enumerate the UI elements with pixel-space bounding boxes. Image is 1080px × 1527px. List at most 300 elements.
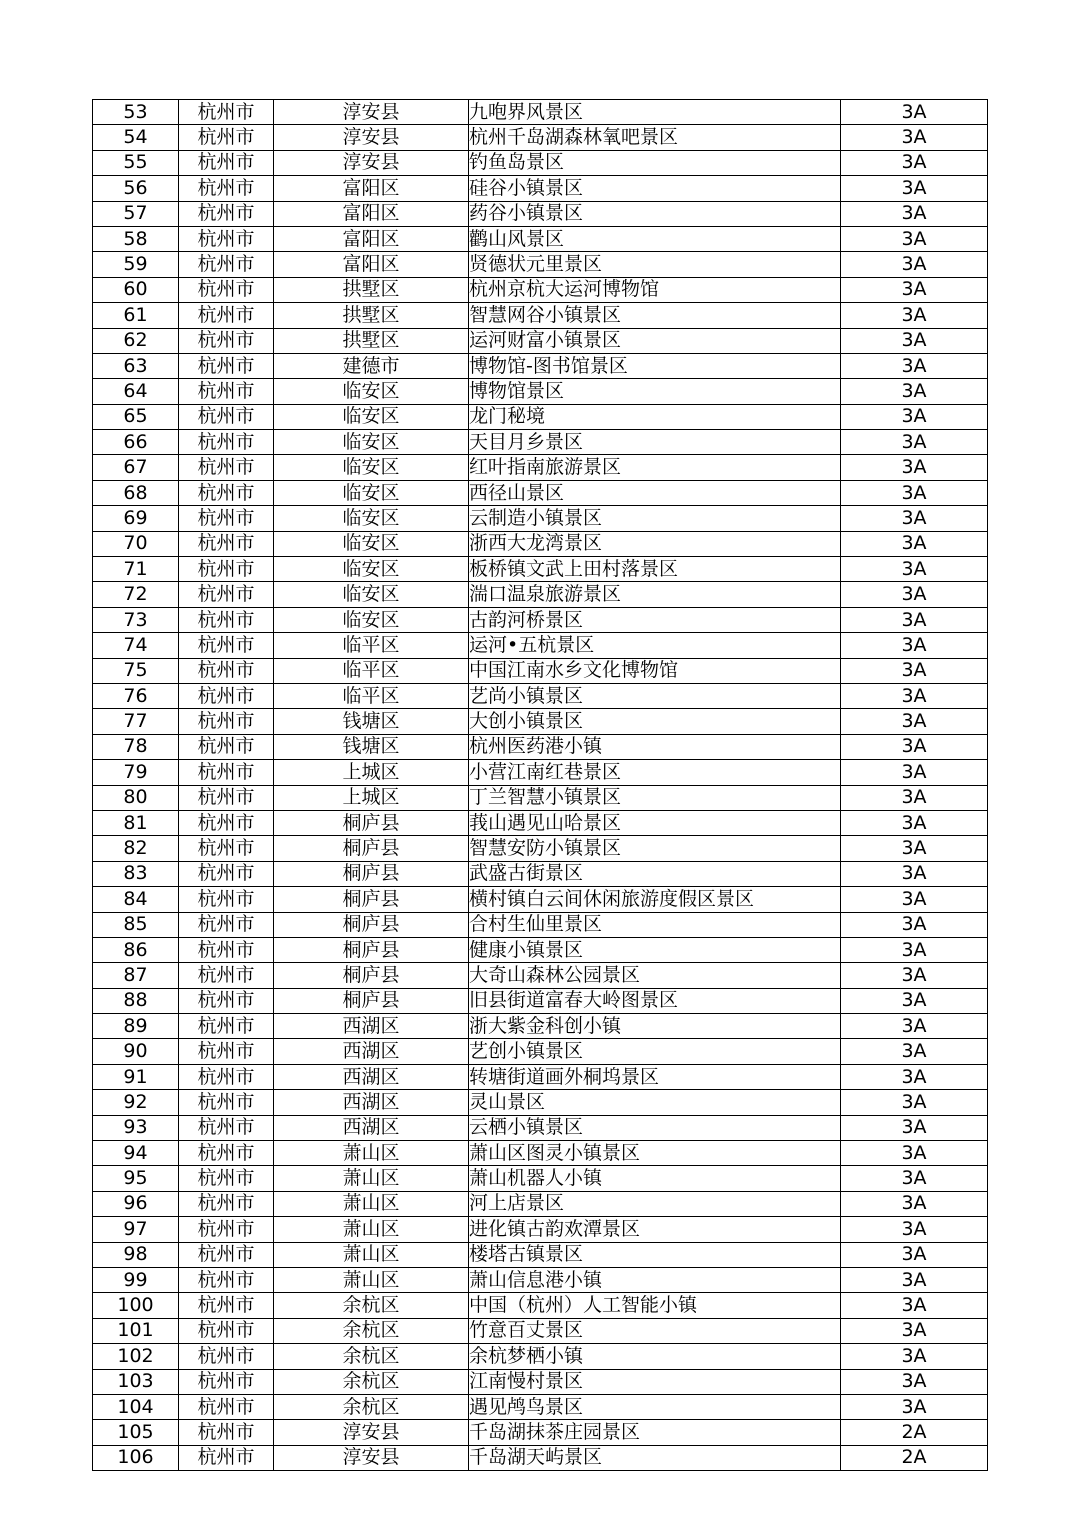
scenic-name-cell: 武盛古街景区 bbox=[469, 861, 841, 886]
rating-level-cell: 3A bbox=[841, 1217, 988, 1242]
row-number-cell: 106 bbox=[93, 1445, 179, 1470]
rating-level-cell: 3A bbox=[841, 912, 988, 937]
district-cell: 临安区 bbox=[274, 557, 469, 582]
row-number-cell: 69 bbox=[93, 506, 179, 531]
district-cell: 临安区 bbox=[274, 404, 469, 429]
row-number-cell: 54 bbox=[93, 125, 179, 150]
scenic-name-cell: 萧山信息港小镇 bbox=[469, 1267, 841, 1292]
rating-level-cell: 3A bbox=[841, 1039, 988, 1064]
rating-level-cell: 3A bbox=[841, 1369, 988, 1394]
scenic-name-cell: 智慧安防小镇景区 bbox=[469, 836, 841, 861]
row-number-cell: 103 bbox=[93, 1369, 179, 1394]
row-number-cell: 89 bbox=[93, 1014, 179, 1039]
district-cell: 上城区 bbox=[274, 785, 469, 810]
district-cell: 淳安县 bbox=[274, 100, 469, 125]
district-cell: 上城区 bbox=[274, 760, 469, 785]
scenic-name-cell: 中国江南水乡文化博物馆 bbox=[469, 658, 841, 683]
table-row bbox=[93, 480, 988, 505]
row-number-cell: 64 bbox=[93, 379, 179, 404]
rating-level-cell: 3A bbox=[841, 861, 988, 886]
city-cell: 杭州市 bbox=[179, 303, 274, 328]
rating-level-cell: 3A bbox=[841, 963, 988, 988]
rating-level-cell: 3A bbox=[841, 226, 988, 251]
rating-level-cell: 3A bbox=[841, 506, 988, 531]
row-number-cell: 58 bbox=[93, 226, 179, 251]
district-cell: 富阳区 bbox=[274, 176, 469, 201]
table-row bbox=[93, 633, 988, 658]
district-cell: 余杭区 bbox=[274, 1318, 469, 1343]
table-row bbox=[93, 1369, 988, 1394]
rating-level-cell: 3A bbox=[841, 1090, 988, 1115]
scenic-name-cell: 九咆界风景区 bbox=[469, 100, 841, 125]
rating-level-cell: 3A bbox=[841, 760, 988, 785]
city-cell: 杭州市 bbox=[179, 607, 274, 632]
city-cell: 杭州市 bbox=[179, 557, 274, 582]
table-row bbox=[93, 379, 988, 404]
scenic-name-cell: 莪山遇见山哈景区 bbox=[469, 810, 841, 835]
city-cell: 杭州市 bbox=[179, 328, 274, 353]
district-cell: 桐庐县 bbox=[274, 963, 469, 988]
rating-level-cell: 3A bbox=[841, 176, 988, 201]
city-cell: 杭州市 bbox=[179, 1039, 274, 1064]
rating-level-cell: 3A bbox=[841, 810, 988, 835]
city-cell: 杭州市 bbox=[179, 988, 274, 1013]
district-cell: 西湖区 bbox=[274, 1115, 469, 1140]
row-number-cell: 67 bbox=[93, 455, 179, 480]
scenic-name-cell: 运河•五杭景区 bbox=[469, 633, 841, 658]
table-row bbox=[93, 455, 988, 480]
district-cell: 桐庐县 bbox=[274, 988, 469, 1013]
scenic-name-cell: 合村生仙里景区 bbox=[469, 912, 841, 937]
row-number-cell: 62 bbox=[93, 328, 179, 353]
table-row bbox=[93, 277, 988, 302]
table-row bbox=[93, 1420, 988, 1445]
district-cell: 富阳区 bbox=[274, 226, 469, 251]
district-cell: 拱墅区 bbox=[274, 303, 469, 328]
row-number-cell: 77 bbox=[93, 709, 179, 734]
row-number-cell: 88 bbox=[93, 988, 179, 1013]
scenic-name-cell: 浙大紫金科创小镇 bbox=[469, 1014, 841, 1039]
row-number-cell: 84 bbox=[93, 887, 179, 912]
scenic-name-cell: 艺创小镇景区 bbox=[469, 1039, 841, 1064]
rating-level-cell: 3A bbox=[841, 1242, 988, 1267]
row-number-cell: 75 bbox=[93, 658, 179, 683]
rating-level-cell: 3A bbox=[841, 1394, 988, 1419]
table-row bbox=[93, 328, 988, 353]
row-number-cell: 74 bbox=[93, 633, 179, 658]
city-cell: 杭州市 bbox=[179, 176, 274, 201]
rating-level-cell: 3A bbox=[841, 1166, 988, 1191]
city-cell: 杭州市 bbox=[179, 1064, 274, 1089]
row-number-cell: 94 bbox=[93, 1141, 179, 1166]
city-cell: 杭州市 bbox=[179, 1217, 274, 1242]
scenic-name-cell: 运河财富小镇景区 bbox=[469, 328, 841, 353]
row-number-cell: 105 bbox=[93, 1420, 179, 1445]
city-cell: 杭州市 bbox=[179, 150, 274, 175]
district-cell: 淳安县 bbox=[274, 125, 469, 150]
row-number-cell: 72 bbox=[93, 582, 179, 607]
table-row bbox=[93, 1014, 988, 1039]
table-row bbox=[93, 1293, 988, 1318]
row-number-cell: 66 bbox=[93, 430, 179, 455]
table-row bbox=[93, 1217, 988, 1242]
rating-level-cell: 3A bbox=[841, 887, 988, 912]
rating-level-cell: 3A bbox=[841, 531, 988, 556]
rating-level-cell: 3A bbox=[841, 1344, 988, 1369]
city-cell: 杭州市 bbox=[179, 531, 274, 556]
table-row bbox=[93, 1064, 988, 1089]
table-row bbox=[93, 1242, 988, 1267]
district-cell: 萧山区 bbox=[274, 1191, 469, 1216]
rating-level-cell: 3A bbox=[841, 455, 988, 480]
district-cell: 富阳区 bbox=[274, 201, 469, 226]
district-cell: 富阳区 bbox=[274, 252, 469, 277]
scenic-name-cell: 中国（杭州）人工智能小镇 bbox=[469, 1293, 841, 1318]
rating-level-cell: 3A bbox=[841, 150, 988, 175]
city-cell: 杭州市 bbox=[179, 1191, 274, 1216]
rating-level-cell: 3A bbox=[841, 201, 988, 226]
district-cell: 临安区 bbox=[274, 607, 469, 632]
scenic-name-cell: 小营江南红巷景区 bbox=[469, 760, 841, 785]
scenic-name-cell: 药谷小镇景区 bbox=[469, 201, 841, 226]
row-number-cell: 90 bbox=[93, 1039, 179, 1064]
scenic-name-cell: 杭州京杭大运河博物馆 bbox=[469, 277, 841, 302]
city-cell: 杭州市 bbox=[179, 1267, 274, 1292]
table-row bbox=[93, 1445, 988, 1470]
scenic-name-cell: 杭州医药港小镇 bbox=[469, 734, 841, 759]
scenic-name-cell: 湍口温泉旅游景区 bbox=[469, 582, 841, 607]
city-cell: 杭州市 bbox=[179, 937, 274, 962]
district-cell: 萧山区 bbox=[274, 1267, 469, 1292]
rating-level-cell: 3A bbox=[841, 1318, 988, 1343]
rating-level-cell: 3A bbox=[841, 1267, 988, 1292]
city-cell: 杭州市 bbox=[179, 226, 274, 251]
city-cell: 杭州市 bbox=[179, 1115, 274, 1140]
rating-level-cell: 3A bbox=[841, 480, 988, 505]
district-cell: 淳安县 bbox=[274, 1420, 469, 1445]
row-number-cell: 57 bbox=[93, 201, 179, 226]
city-cell: 杭州市 bbox=[179, 887, 274, 912]
table-row bbox=[93, 1318, 988, 1343]
row-number-cell: 73 bbox=[93, 607, 179, 632]
scenic-name-cell: 龙门秘境 bbox=[469, 404, 841, 429]
rating-level-cell: 3A bbox=[841, 658, 988, 683]
table-row bbox=[93, 1115, 988, 1140]
scenic-name-cell: 遇见鸬鸟景区 bbox=[469, 1394, 841, 1419]
scenic-name-cell: 艺尚小镇景区 bbox=[469, 683, 841, 708]
row-number-cell: 87 bbox=[93, 963, 179, 988]
city-cell: 杭州市 bbox=[179, 1242, 274, 1267]
row-number-cell: 97 bbox=[93, 1217, 179, 1242]
table-row bbox=[93, 658, 988, 683]
scenic-name-cell: 硅谷小镇景区 bbox=[469, 176, 841, 201]
scenic-name-cell: 云栖小镇景区 bbox=[469, 1115, 841, 1140]
table-row bbox=[93, 252, 988, 277]
scenic-name-cell: 横村镇白云间休闲旅游度假区景区 bbox=[469, 887, 841, 912]
row-number-cell: 92 bbox=[93, 1090, 179, 1115]
scenic-name-cell: 萧山区图灵小镇景区 bbox=[469, 1141, 841, 1166]
rating-level-cell: 3A bbox=[841, 988, 988, 1013]
city-cell: 杭州市 bbox=[179, 1318, 274, 1343]
city-cell: 杭州市 bbox=[179, 1293, 274, 1318]
district-cell: 西湖区 bbox=[274, 1014, 469, 1039]
district-cell: 淳安县 bbox=[274, 1445, 469, 1470]
city-cell: 杭州市 bbox=[179, 785, 274, 810]
district-cell: 临安区 bbox=[274, 531, 469, 556]
scenic-name-cell: 智慧网谷小镇景区 bbox=[469, 303, 841, 328]
city-cell: 杭州市 bbox=[179, 1166, 274, 1191]
row-number-cell: 80 bbox=[93, 785, 179, 810]
table-row bbox=[93, 404, 988, 429]
city-cell: 杭州市 bbox=[179, 810, 274, 835]
table-row bbox=[93, 1191, 988, 1216]
row-number-cell: 85 bbox=[93, 912, 179, 937]
scenic-name-cell: 红叶指南旅游景区 bbox=[469, 455, 841, 480]
district-cell: 桐庐县 bbox=[274, 887, 469, 912]
district-cell: 淳安县 bbox=[274, 150, 469, 175]
city-cell: 杭州市 bbox=[179, 1369, 274, 1394]
district-cell: 临安区 bbox=[274, 430, 469, 455]
scenic-name-cell: 贤德状元里景区 bbox=[469, 252, 841, 277]
rating-level-cell: 3A bbox=[841, 734, 988, 759]
city-cell: 杭州市 bbox=[179, 455, 274, 480]
city-cell: 杭州市 bbox=[179, 1394, 274, 1419]
city-cell: 杭州市 bbox=[179, 1141, 274, 1166]
table-row bbox=[93, 861, 988, 886]
rating-level-cell: 3A bbox=[841, 1191, 988, 1216]
row-number-cell: 61 bbox=[93, 303, 179, 328]
row-number-cell: 95 bbox=[93, 1166, 179, 1191]
rating-level-cell: 3A bbox=[841, 252, 988, 277]
row-number-cell: 63 bbox=[93, 353, 179, 378]
district-cell: 余杭区 bbox=[274, 1394, 469, 1419]
district-cell: 桐庐县 bbox=[274, 937, 469, 962]
table-row bbox=[93, 683, 988, 708]
table-row bbox=[93, 1267, 988, 1292]
district-cell: 萧山区 bbox=[274, 1166, 469, 1191]
district-cell: 萧山区 bbox=[274, 1141, 469, 1166]
table-row bbox=[93, 1141, 988, 1166]
row-number-cell: 98 bbox=[93, 1242, 179, 1267]
rating-level-cell: 3A bbox=[841, 633, 988, 658]
district-cell: 建德市 bbox=[274, 353, 469, 378]
table-row bbox=[93, 912, 988, 937]
scenic-name-cell: 博物馆景区 bbox=[469, 379, 841, 404]
row-number-cell: 91 bbox=[93, 1064, 179, 1089]
table-row bbox=[93, 531, 988, 556]
city-cell: 杭州市 bbox=[179, 912, 274, 937]
rating-level-cell: 3A bbox=[841, 557, 988, 582]
table-row bbox=[93, 557, 988, 582]
city-cell: 杭州市 bbox=[179, 683, 274, 708]
table-row bbox=[93, 709, 988, 734]
district-cell: 临安区 bbox=[274, 506, 469, 531]
scenic-name-cell: 萧山机器人小镇 bbox=[469, 1166, 841, 1191]
table-row bbox=[93, 963, 988, 988]
scenic-name-cell: 杭州千岛湖森林氧吧景区 bbox=[469, 125, 841, 150]
scenic-name-cell: 钓鱼岛景区 bbox=[469, 150, 841, 175]
city-cell: 杭州市 bbox=[179, 404, 274, 429]
table-body bbox=[93, 100, 988, 1471]
city-cell: 杭州市 bbox=[179, 1344, 274, 1369]
district-cell: 桐庐县 bbox=[274, 836, 469, 861]
row-number-cell: 93 bbox=[93, 1115, 179, 1140]
table-row bbox=[93, 100, 988, 125]
city-cell: 杭州市 bbox=[179, 734, 274, 759]
row-number-cell: 79 bbox=[93, 760, 179, 785]
scenic-name-cell: 大创小镇景区 bbox=[469, 709, 841, 734]
scenic-name-cell: 楼塔古镇景区 bbox=[469, 1242, 841, 1267]
city-cell: 杭州市 bbox=[179, 100, 274, 125]
scenic-name-cell: 天目月乡景区 bbox=[469, 430, 841, 455]
row-number-cell: 71 bbox=[93, 557, 179, 582]
scenic-name-cell: 西径山景区 bbox=[469, 480, 841, 505]
row-number-cell: 83 bbox=[93, 861, 179, 886]
city-cell: 杭州市 bbox=[179, 633, 274, 658]
city-cell: 杭州市 bbox=[179, 1014, 274, 1039]
row-number-cell: 101 bbox=[93, 1318, 179, 1343]
district-cell: 临安区 bbox=[274, 582, 469, 607]
rating-level-cell: 3A bbox=[841, 1064, 988, 1089]
rating-level-cell: 3A bbox=[841, 1293, 988, 1318]
table-row bbox=[93, 150, 988, 175]
district-cell: 余杭区 bbox=[274, 1293, 469, 1318]
row-number-cell: 56 bbox=[93, 176, 179, 201]
district-cell: 钱塘区 bbox=[274, 709, 469, 734]
row-number-cell: 104 bbox=[93, 1394, 179, 1419]
scenic-spot-table bbox=[92, 99, 988, 1471]
city-cell: 杭州市 bbox=[179, 353, 274, 378]
table-row bbox=[93, 582, 988, 607]
city-cell: 杭州市 bbox=[179, 963, 274, 988]
district-cell: 余杭区 bbox=[274, 1369, 469, 1394]
city-cell: 杭州市 bbox=[179, 1445, 274, 1470]
row-number-cell: 68 bbox=[93, 480, 179, 505]
table-row bbox=[93, 353, 988, 378]
city-cell: 杭州市 bbox=[179, 379, 274, 404]
rating-level-cell: 3A bbox=[841, 1014, 988, 1039]
row-number-cell: 53 bbox=[93, 100, 179, 125]
scenic-name-cell: 千岛湖天屿景区 bbox=[469, 1445, 841, 1470]
rating-level-cell: 3A bbox=[841, 709, 988, 734]
city-cell: 杭州市 bbox=[179, 480, 274, 505]
table-row bbox=[93, 506, 988, 531]
city-cell: 杭州市 bbox=[179, 125, 274, 150]
rating-level-cell: 2A bbox=[841, 1445, 988, 1470]
table-row bbox=[93, 176, 988, 201]
table-row bbox=[93, 785, 988, 810]
table-row bbox=[93, 1344, 988, 1369]
table-row bbox=[93, 125, 988, 150]
district-cell: 临安区 bbox=[274, 455, 469, 480]
table-row bbox=[93, 430, 988, 455]
table-row bbox=[93, 607, 988, 632]
city-cell: 杭州市 bbox=[179, 506, 274, 531]
district-cell: 桐庐县 bbox=[274, 912, 469, 937]
district-cell: 拱墅区 bbox=[274, 328, 469, 353]
scenic-name-cell: 旧县街道富春大岭图景区 bbox=[469, 988, 841, 1013]
row-number-cell: 78 bbox=[93, 734, 179, 759]
table-row bbox=[93, 1090, 988, 1115]
district-cell: 桐庐县 bbox=[274, 861, 469, 886]
scenic-name-cell: 古韵河桥景区 bbox=[469, 607, 841, 632]
table-row bbox=[93, 1039, 988, 1064]
scenic-name-cell: 博物馆-图书馆景区 bbox=[469, 353, 841, 378]
district-cell: 临安区 bbox=[274, 480, 469, 505]
city-cell: 杭州市 bbox=[179, 252, 274, 277]
row-number-cell: 100 bbox=[93, 1293, 179, 1318]
scenic-name-cell: 云制造小镇景区 bbox=[469, 506, 841, 531]
district-cell: 拱墅区 bbox=[274, 277, 469, 302]
city-cell: 杭州市 bbox=[179, 836, 274, 861]
city-cell: 杭州市 bbox=[179, 430, 274, 455]
scenic-name-cell: 江南慢村景区 bbox=[469, 1369, 841, 1394]
rating-level-cell: 3A bbox=[841, 277, 988, 302]
scenic-name-cell: 转塘街道画外桐坞景区 bbox=[469, 1064, 841, 1089]
rating-level-cell: 3A bbox=[841, 582, 988, 607]
district-cell: 桐庐县 bbox=[274, 810, 469, 835]
scenic-name-cell: 千岛湖抹茶庄园景区 bbox=[469, 1420, 841, 1445]
rating-level-cell: 3A bbox=[841, 1141, 988, 1166]
city-cell: 杭州市 bbox=[179, 1090, 274, 1115]
city-cell: 杭州市 bbox=[179, 709, 274, 734]
city-cell: 杭州市 bbox=[179, 760, 274, 785]
district-cell: 临平区 bbox=[274, 658, 469, 683]
rating-level-cell: 3A bbox=[841, 607, 988, 632]
district-cell: 萧山区 bbox=[274, 1242, 469, 1267]
city-cell: 杭州市 bbox=[179, 277, 274, 302]
rating-level-cell: 2A bbox=[841, 1420, 988, 1445]
table-row bbox=[93, 1166, 988, 1191]
row-number-cell: 55 bbox=[93, 150, 179, 175]
city-cell: 杭州市 bbox=[179, 582, 274, 607]
row-number-cell: 76 bbox=[93, 683, 179, 708]
row-number-cell: 59 bbox=[93, 252, 179, 277]
district-cell: 余杭区 bbox=[274, 1344, 469, 1369]
rating-level-cell: 3A bbox=[841, 836, 988, 861]
city-cell: 杭州市 bbox=[179, 1420, 274, 1445]
table-row bbox=[93, 937, 988, 962]
row-number-cell: 86 bbox=[93, 937, 179, 962]
district-cell: 西湖区 bbox=[274, 1064, 469, 1089]
city-cell: 杭州市 bbox=[179, 861, 274, 886]
scenic-name-cell: 丁兰智慧小镇景区 bbox=[469, 785, 841, 810]
table-row bbox=[93, 734, 988, 759]
table-row bbox=[93, 836, 988, 861]
rating-level-cell: 3A bbox=[841, 353, 988, 378]
table-row bbox=[93, 887, 988, 912]
rating-level-cell: 3A bbox=[841, 303, 988, 328]
city-cell: 杭州市 bbox=[179, 201, 274, 226]
rating-level-cell: 3A bbox=[841, 404, 988, 429]
scenic-name-cell: 河上店景区 bbox=[469, 1191, 841, 1216]
row-number-cell: 96 bbox=[93, 1191, 179, 1216]
rating-level-cell: 3A bbox=[841, 379, 988, 404]
rating-level-cell: 3A bbox=[841, 1115, 988, 1140]
district-cell: 西湖区 bbox=[274, 1090, 469, 1115]
table-row bbox=[93, 1394, 988, 1419]
district-cell: 临安区 bbox=[274, 379, 469, 404]
rating-level-cell: 3A bbox=[841, 430, 988, 455]
table-row bbox=[93, 810, 988, 835]
rating-level-cell: 3A bbox=[841, 937, 988, 962]
district-cell: 萧山区 bbox=[274, 1217, 469, 1242]
district-cell: 西湖区 bbox=[274, 1039, 469, 1064]
district-cell: 临平区 bbox=[274, 633, 469, 658]
row-number-cell: 70 bbox=[93, 531, 179, 556]
city-cell: 杭州市 bbox=[179, 658, 274, 683]
scenic-name-cell: 大奇山森林公园景区 bbox=[469, 963, 841, 988]
